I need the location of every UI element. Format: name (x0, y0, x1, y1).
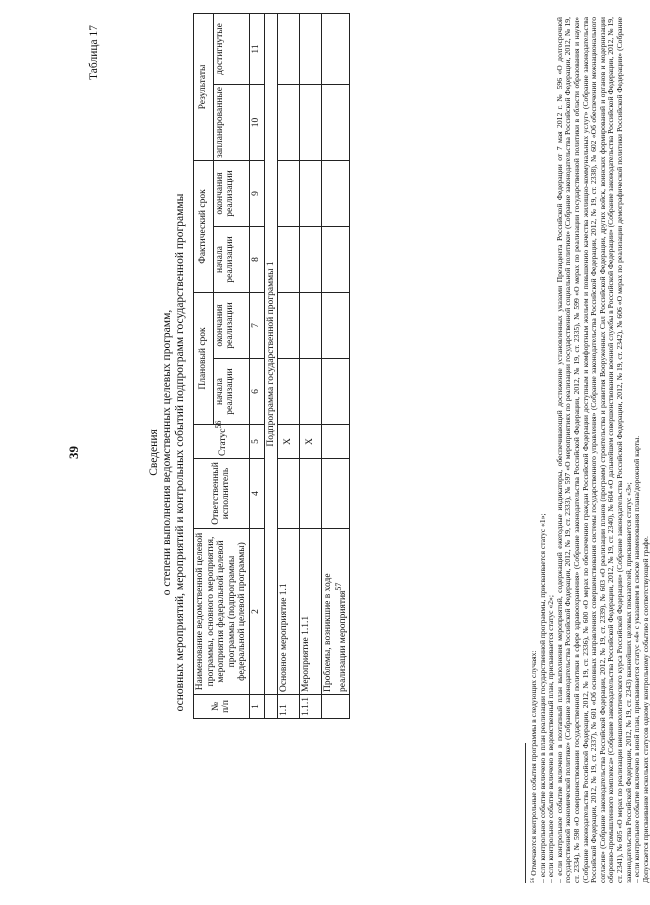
column-number: 1 (249, 695, 264, 719)
footnote-ref-57: 57 (333, 582, 343, 591)
column-number: 5 (249, 425, 264, 459)
footnotes (530, 17, 650, 883)
column-number: 2 (249, 529, 264, 695)
cell (300, 13, 322, 84)
header-actual-start: начала реализации (213, 227, 249, 293)
footnote-line: ⁵⁶ Отмечаются контрольные события программы в следующих случаях: (529, 650, 538, 883)
title-line-2: о степени выполнения ведомственных целевых программ, (161, 309, 173, 596)
column-number: 10 (249, 84, 264, 160)
row-name (322, 529, 350, 695)
section-label: Подпрограмма государственной программы 1 (264, 13, 278, 694)
column-number-row (249, 13, 264, 718)
header-plan-start: начала реализации (213, 359, 249, 425)
cell (278, 160, 300, 226)
header-name: Наименование ведомственной целевой программы, основного мероприятия, мероприятия федеральной целевой программы (подпрограммы федеральной целевой программы) (194, 529, 250, 695)
cell (300, 293, 322, 359)
cell (278, 13, 300, 84)
row-name-text: Проблемы, возникшие в ходе реализации мероприятия (323, 573, 348, 692)
header-actual-end: окончания реализации (213, 160, 249, 226)
title-line-3: основных мероприятий, мероприятий и контрольных событий подпрограмм государственной программы (174, 193, 186, 712)
cell (300, 84, 322, 160)
header-plan-term: Плановый срок (194, 293, 214, 425)
section-row (264, 13, 278, 718)
title-line-1: Сведения (148, 429, 160, 476)
column-number: 4 (249, 459, 264, 529)
row-responsible (300, 459, 322, 529)
header-status (194, 420, 250, 459)
row-num (322, 695, 350, 719)
footnote-line: Допускается присваивание нескольких статусов одному контрольному событию в соответствующей графе. (640, 536, 650, 883)
column-number: 9 (249, 160, 264, 226)
footnote-divider (525, 743, 526, 883)
row-status: Х (278, 425, 300, 459)
header-plan-end: окончания реализации (213, 293, 249, 359)
cell (300, 227, 322, 293)
table-row (300, 13, 322, 718)
header-responsible: Ответственный исполнитель (194, 459, 250, 529)
header-results: Результаты (194, 13, 214, 160)
execution-table (193, 13, 350, 719)
cell (278, 227, 300, 293)
cell (300, 359, 322, 425)
cell (278, 359, 300, 425)
cell (322, 84, 350, 160)
header-row-1 (194, 13, 214, 718)
column-number: 7 (249, 293, 264, 359)
row-status: Х (300, 425, 322, 459)
row-name: Основное мероприятие 1.1 (278, 529, 300, 695)
row-num: 1.1 (278, 695, 300, 719)
row-status (322, 425, 350, 459)
table-row (322, 13, 350, 718)
row-responsible (278, 459, 300, 529)
row-num: 1.1.1 (300, 695, 322, 719)
header-actual-term: Фактический срок (194, 160, 214, 292)
header-num: № п/п (194, 695, 250, 719)
page-number: 39 (66, 446, 81, 459)
column-number: 11 (249, 13, 264, 84)
cell (278, 84, 300, 160)
cell (322, 359, 350, 425)
footnote-line: – если контрольное событие включено в план реализации государственной программы, присваивается статус «1»; (537, 513, 547, 883)
header-achieved: достигнутые (213, 13, 249, 84)
footnote-line: – если контрольное событие включено в иной план, присваивается статус «4» с указанием в сноске наименования плана/дорожной карты. (632, 435, 642, 883)
section-spacer (264, 695, 278, 719)
cell (322, 293, 350, 359)
row-responsible (322, 459, 350, 529)
footnote-line: – если контрольное событие включено в ведомственный план, присваивается статус «2»; (546, 595, 556, 883)
cell (278, 293, 300, 359)
cell (300, 160, 322, 226)
column-number: 6 (249, 359, 264, 425)
header-planned: запланированные (213, 84, 249, 160)
footnote-ref-56: 56 (213, 420, 223, 429)
table-label: Таблица 17 (88, 25, 100, 80)
footnote-line: – если контрольное событие включено в поэтапный план выполнения мероприятий, содержащий ежегодные индикаторы, обеспечивающий достижение установленных указами Президента Российской Федерации от 7 мая 2012 г. № 596 «О долгосрочной государственной экономической политике» (Собрание законодательства Российской Федерации, 2012, № 19, ст. 2333), № 597 «О мероприятиях по реализации государственной социальной политики» (Собрание законодательства Российской Федерации, 2012, № 19, ст. 2334), № 598 «О совершенствовании государственной политики в сфере здравоохранения» (Собрание законодательства Российской Федерации, 2012, № 19, ст. 2335), № 599 «О мерах по реализации государственной политики в области образования и науки» (Собрание законодательства Российской Федерации, 2012, № 19, ст. 2336), № 600 «О мерах по обеспечению граждан Российской Федерации доступным и комфортным жильем и повышению качества жилищно-коммунальных услуг» (Собрание законодательства Российской Федерации, 2012, № 19, ст. 2337), № 601 «Об основных направлениях совершенствования системы государственного управления» (Собрание законодательства Российской Федерации, 2012, № 19, ст. 2338), № 602 «Об обеспечении межнационального согласия» (Собрание законодательства Российской Федерации, 2012, № 19, ст. 2339), № 603 «О реализации планов (программ) строительства и развития Вооруженных Сил Российской Федерации, других войск, воинских формирований и органов и модернизации оборонно-промышленного комплекса» (Собрание законодательства Российской Федерации, 2012, № 19, ст. 2340), № 604 «О дальнейшем совершенствовании военной службы в Российской Федерации» (Собрание законодательства Российской Федерации, 2012, № 19, ст. 2341), № 605 «О мерах по реализации внешнеполитического курса Российской Федерации» (Собрание законодательства Российской Федерации, 2012, № 19, ст. 2342), № 606 «О мерах по реализации демографической политики Российской Федерации» (Собрание законодательства Российской Федерации, 2012, № 19, ст. 2343) важнейших целевых показателей, присваивается статус «3»; (554, 17, 633, 883)
column-number: 8 (249, 227, 264, 293)
cell (322, 13, 350, 84)
cell (322, 160, 350, 226)
cell (322, 227, 350, 293)
row-name: Мероприятие 1.1.1 (300, 529, 322, 695)
header-status-label: Статус (218, 428, 229, 456)
table-row (278, 13, 300, 718)
